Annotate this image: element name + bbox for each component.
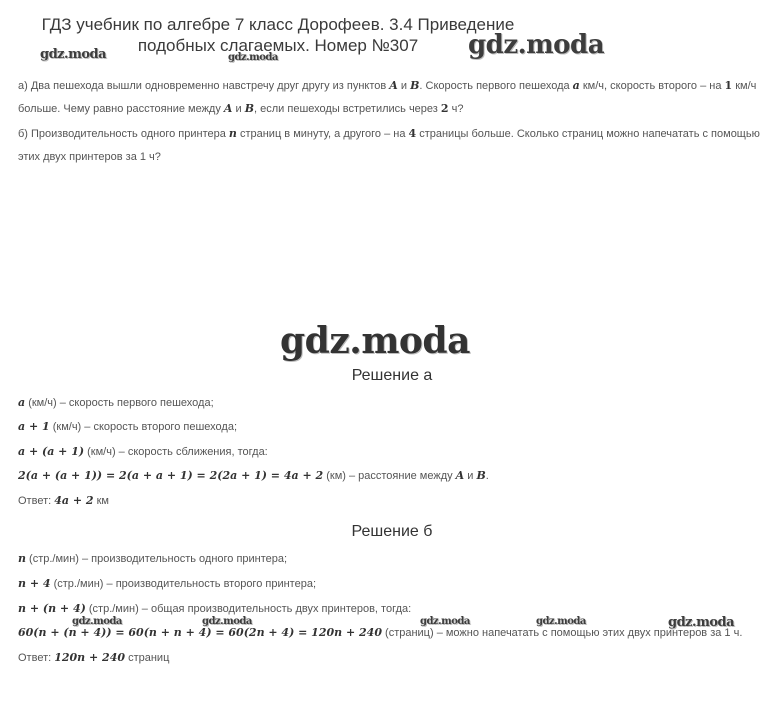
task-a-line-2: больше. Чему равно расстояние между A и B, если пешеходы встретились через 2 ч?	[18, 102, 464, 115]
solution-a-answer: Ответ: 4a + 2 км	[18, 494, 109, 507]
solution-a-line: a + (a + 1) (км/ч) – скорость сближения, тогда:	[18, 445, 268, 458]
watermark: gdz.moda	[536, 616, 586, 627]
solution-a-heading: Решение а	[351, 367, 433, 384]
solution-b-line: n (стр./мин) – производительность одного принтера;	[18, 552, 288, 565]
title-line-1: ГДЗ учебник по алгебре 7 класс Дорофеев. 3.4 Приведение	[41, 15, 515, 34]
watermark: gdz.moda	[280, 320, 470, 362]
watermark: gdz.moda	[228, 52, 278, 63]
watermark: gdz.moda	[202, 616, 252, 627]
solution-b-line: n + 4 (стр./мин) – производительность второго принтера;	[18, 577, 316, 590]
watermark: gdz.moda	[420, 616, 470, 627]
solution-a-line: 2(a + (a + 1)) = 2(a + a + 1) = 2(2a + 1) = 4a + 2 (км) – расстояние между A и B.	[18, 469, 489, 482]
solution-b-line: 60(n + (n + 4)) = 60(n + n + 4) = 60(2n + 4) = 120n + 240 (страниц) – можно напечатать с помощью этих двух принтеров за 1 ч.	[18, 626, 743, 639]
solution-b-heading: Решение б	[351, 523, 433, 540]
solution-a-line: a (км/ч) – скорость первого пешехода;	[18, 396, 214, 409]
watermark: gdz.moda	[40, 47, 107, 62]
solution-a-line: a + 1 (км/ч) – скорость второго пешехода;	[18, 420, 237, 433]
solution-b-line: n + (n + 4) (стр./мин) – общая производительность двух принтеров, тогда:	[18, 602, 412, 615]
watermark: gdz.moda	[72, 616, 122, 627]
title-line-2: подобных слагаемых. Номер №307	[137, 36, 419, 55]
task-b-line-2: этих двух принтеров за 1 ч?	[18, 151, 161, 163]
task-a-line-1: а) Два пешехода вышли одновременно навстречу друг другу из пунктов A и B. Скорость первого пешехода a км/ч, скорость второго – на 1 км/ч	[18, 79, 757, 92]
solution-b-answer: Ответ: 120n + 240 страниц	[18, 651, 170, 664]
watermark: gdz.moda	[468, 30, 605, 60]
task-b-line-1: б) Производительность одного принтера n страниц в минуту, а другого – на 4 страницы больше. Сколько страниц можно напечатать с помощью	[18, 127, 760, 140]
watermark: gdz.moda	[668, 615, 735, 630]
